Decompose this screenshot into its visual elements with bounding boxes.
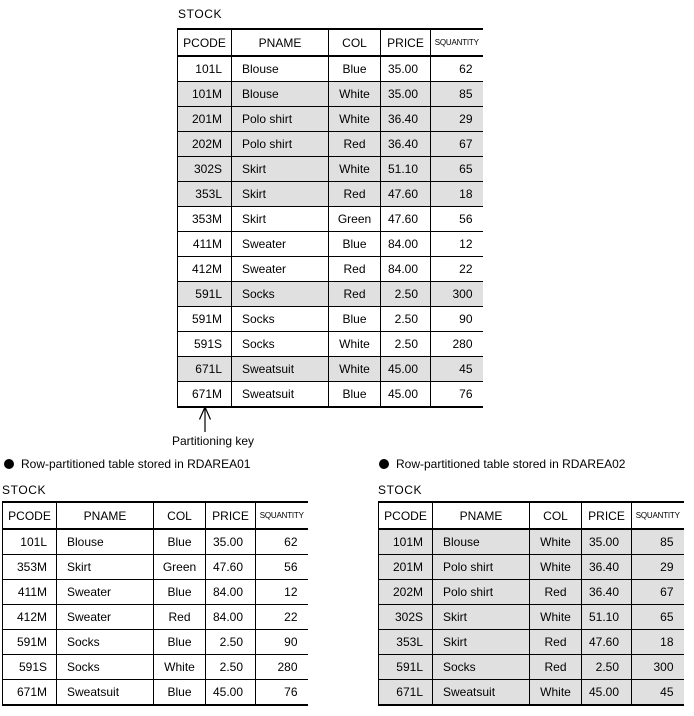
- table-cell: White: [329, 357, 381, 382]
- table-cell: Sweatsuit: [433, 680, 530, 706]
- table-cell: 47.60: [381, 207, 431, 232]
- bullet-icon: [4, 459, 14, 469]
- table-cell: Sweatsuit: [232, 357, 329, 382]
- column-header: PNAME: [433, 502, 530, 529]
- table-cell: White: [154, 655, 206, 680]
- table-cell: 47.60: [582, 630, 632, 655]
- table-cell: 101L: [3, 529, 57, 555]
- table-cell: 22: [256, 605, 308, 630]
- column-header: PCODE: [379, 502, 433, 529]
- table-cell: 67: [632, 580, 684, 605]
- table-cell: Socks: [57, 655, 154, 680]
- table-row: [379, 529, 684, 555]
- table-cell: Blouse: [232, 56, 329, 82]
- bullet-icon: [379, 459, 389, 469]
- table-cell: 67: [431, 132, 483, 157]
- table-cell: 300: [431, 282, 483, 307]
- table-cell: 84.00: [381, 257, 431, 282]
- table-cell: Skirt: [57, 555, 154, 580]
- table-cell: 2.50: [381, 332, 431, 357]
- table-cell: Sweater: [57, 605, 154, 630]
- table-cell: 412M: [178, 257, 232, 282]
- table-cell: Blue: [329, 382, 381, 408]
- table-cell: 62: [431, 56, 483, 82]
- table-cell: 300: [632, 655, 684, 680]
- table-cell: 671L: [178, 357, 232, 382]
- column-header: COL: [154, 502, 206, 529]
- table-cell: 36.40: [582, 580, 632, 605]
- table-cell: Blouse: [232, 82, 329, 107]
- column-header: SQUANTITY: [632, 502, 684, 529]
- table-cell: 36.40: [582, 555, 632, 580]
- table-row: [178, 207, 483, 232]
- table-cell: Green: [329, 207, 381, 232]
- table-row: [178, 82, 483, 107]
- table-cell: 101L: [178, 56, 232, 82]
- table-cell: 591M: [3, 630, 57, 655]
- up-arrow-icon: [197, 406, 213, 433]
- table-cell: Polo shirt: [232, 132, 329, 157]
- table-row: [178, 307, 483, 332]
- table-cell: Socks: [433, 655, 530, 680]
- table-cell: 591S: [178, 332, 232, 357]
- table-row: [379, 680, 684, 706]
- column-header: PNAME: [232, 29, 329, 56]
- table-cell: Blue: [154, 529, 206, 555]
- table-cell: 85: [431, 82, 483, 107]
- table-row: [178, 257, 483, 282]
- table-row: [379, 605, 684, 630]
- table-cell: White: [329, 107, 381, 132]
- table-cell: White: [329, 332, 381, 357]
- table-cell: 671M: [3, 680, 57, 706]
- table-cell: 36.40: [381, 132, 431, 157]
- table-cell: 101M: [178, 82, 232, 107]
- table-row: [3, 580, 308, 605]
- table-cell: 18: [431, 182, 483, 207]
- table-cell: 45.00: [206, 680, 256, 706]
- table-row: [178, 132, 483, 157]
- table-cell: 411M: [178, 232, 232, 257]
- table-cell: 35.00: [381, 56, 431, 82]
- table-cell: 671M: [178, 382, 232, 408]
- table-cell: 47.60: [206, 555, 256, 580]
- table-cell: Socks: [57, 630, 154, 655]
- table-cell: 591L: [178, 282, 232, 307]
- header-row: [3, 502, 308, 529]
- stock-table-rdarea02: [378, 501, 684, 706]
- stock-table-rdarea01: [2, 501, 308, 706]
- column-header: PNAME: [57, 502, 154, 529]
- table-cell: 35.00: [582, 529, 632, 555]
- table-cell: Red: [530, 655, 582, 680]
- table-cell: 671L: [379, 680, 433, 706]
- table-cell: White: [329, 157, 381, 182]
- table-cell: 29: [431, 107, 483, 132]
- table-cell: 84.00: [206, 580, 256, 605]
- table-cell: Polo shirt: [232, 107, 329, 132]
- table-cell: 84.00: [206, 605, 256, 630]
- rdarea02-caption-text: Row-partitioned table stored in RDAREA02: [396, 457, 626, 471]
- table-cell: 2.50: [206, 630, 256, 655]
- table-cell: 591S: [3, 655, 57, 680]
- table-row: [178, 157, 483, 182]
- table-cell: Blue: [329, 56, 381, 82]
- column-header: SQUANTITY: [431, 29, 483, 56]
- table-cell: Red: [329, 182, 381, 207]
- table-cell: 2.50: [582, 655, 632, 680]
- table-row: [178, 232, 483, 257]
- table-row: [178, 332, 483, 357]
- main-table-title: STOCK: [178, 7, 223, 21]
- table-cell: Sweater: [57, 580, 154, 605]
- stock-table-main: [177, 28, 483, 408]
- table-cell: 84.00: [381, 232, 431, 257]
- table-cell: 45: [431, 357, 483, 382]
- table-cell: Sweatsuit: [232, 382, 329, 408]
- column-header: PRICE: [206, 502, 256, 529]
- table-cell: White: [530, 605, 582, 630]
- table-cell: 29: [632, 555, 684, 580]
- table-cell: 353L: [379, 630, 433, 655]
- rdarea01-table-title: STOCK: [2, 483, 47, 497]
- table-row: [178, 357, 483, 382]
- table-cell: 201M: [379, 555, 433, 580]
- table-cell: 302S: [379, 605, 433, 630]
- table-cell: White: [530, 529, 582, 555]
- table-cell: 56: [431, 207, 483, 232]
- column-header: PRICE: [381, 29, 431, 56]
- table-cell: 76: [256, 680, 308, 706]
- table-cell: Red: [329, 257, 381, 282]
- table-cell: Blouse: [433, 529, 530, 555]
- header-row: [178, 29, 483, 56]
- table-cell: Blue: [329, 232, 381, 257]
- table-cell: 412M: [3, 605, 57, 630]
- table-cell: 47.60: [381, 182, 431, 207]
- table-cell: Skirt: [232, 157, 329, 182]
- table-cell: Red: [530, 580, 582, 605]
- column-header: PCODE: [3, 502, 57, 529]
- table-cell: Socks: [232, 307, 329, 332]
- table-cell: Blue: [154, 680, 206, 706]
- column-header: PCODE: [178, 29, 232, 56]
- table-cell: 45.00: [381, 357, 431, 382]
- table-cell: 12: [431, 232, 483, 257]
- table-cell: Blue: [154, 630, 206, 655]
- column-header: COL: [530, 502, 582, 529]
- table-cell: Socks: [232, 282, 329, 307]
- column-header: SQUANTITY: [256, 502, 308, 529]
- table-cell: 280: [431, 332, 483, 357]
- table-cell: Sweater: [232, 232, 329, 257]
- rdarea01-caption: [4, 457, 250, 471]
- table-cell: 411M: [3, 580, 57, 605]
- table-cell: 302S: [178, 157, 232, 182]
- table-cell: Red: [154, 605, 206, 630]
- table-cell: 45.00: [381, 382, 431, 408]
- table-cell: 36.40: [381, 107, 431, 132]
- table-row: [3, 680, 308, 706]
- table-row: [178, 107, 483, 132]
- table-cell: 85: [632, 529, 684, 555]
- table-cell: Socks: [232, 332, 329, 357]
- table-cell: Green: [154, 555, 206, 580]
- table-cell: 280: [256, 655, 308, 680]
- table-cell: 35.00: [206, 529, 256, 555]
- table-row: [3, 529, 308, 555]
- table-cell: Polo shirt: [433, 580, 530, 605]
- partitioning-key-label: Partitioning key: [172, 434, 255, 448]
- table-cell: 22: [431, 257, 483, 282]
- table-cell: 2.50: [381, 307, 431, 332]
- table-row: [178, 56, 483, 82]
- table-cell: 353M: [3, 555, 57, 580]
- table-row: [178, 282, 483, 307]
- table-cell: 35.00: [381, 82, 431, 107]
- table-row: [3, 555, 308, 580]
- rdarea01-caption-text: Row-partitioned table stored in RDAREA01: [21, 457, 251, 471]
- column-header: COL: [329, 29, 381, 56]
- table-cell: Red: [329, 282, 381, 307]
- table-cell: 201M: [178, 107, 232, 132]
- table-row: [379, 630, 684, 655]
- column-header: PRICE: [582, 502, 632, 529]
- table-cell: Skirt: [433, 605, 530, 630]
- table-cell: Sweater: [232, 257, 329, 282]
- table-cell: 90: [256, 630, 308, 655]
- table-cell: 18: [632, 630, 684, 655]
- table-cell: Skirt: [232, 207, 329, 232]
- table-cell: 51.10: [582, 605, 632, 630]
- table-cell: White: [329, 82, 381, 107]
- table-cell: Blue: [154, 580, 206, 605]
- table-row: [3, 630, 308, 655]
- table-cell: Red: [329, 132, 381, 157]
- table-row: [178, 382, 483, 408]
- table-cell: Polo shirt: [433, 555, 530, 580]
- rdarea02-caption: [379, 457, 625, 471]
- rdarea02-table-title: STOCK: [378, 483, 423, 497]
- table-cell: Skirt: [433, 630, 530, 655]
- table-cell: 353M: [178, 207, 232, 232]
- table-cell: 45.00: [582, 680, 632, 706]
- table-cell: White: [530, 680, 582, 706]
- table-cell: 353L: [178, 182, 232, 207]
- table-cell: White: [530, 555, 582, 580]
- table-row: [3, 605, 308, 630]
- table-cell: 62: [256, 529, 308, 555]
- table-cell: 202M: [178, 132, 232, 157]
- table-cell: 65: [632, 605, 684, 630]
- header-row: [379, 502, 684, 529]
- table-cell: Blouse: [57, 529, 154, 555]
- table-row: [379, 655, 684, 680]
- table-row: [379, 555, 684, 580]
- table-cell: 2.50: [206, 655, 256, 680]
- table-cell: 76: [431, 382, 483, 408]
- table-cell: 101M: [379, 529, 433, 555]
- table-cell: Sweatsuit: [57, 680, 154, 706]
- table-cell: Blue: [329, 307, 381, 332]
- table-cell: Red: [530, 630, 582, 655]
- table-cell: 591M: [178, 307, 232, 332]
- table-cell: 12: [256, 580, 308, 605]
- table-cell: 591L: [379, 655, 433, 680]
- table-row: [379, 580, 684, 605]
- table-cell: 45: [632, 680, 684, 706]
- table-cell: 2.50: [381, 282, 431, 307]
- table-cell: 202M: [379, 580, 433, 605]
- table-row: [178, 182, 483, 207]
- table-row: [3, 655, 308, 680]
- table-cell: 65: [431, 157, 483, 182]
- table-cell: 56: [256, 555, 308, 580]
- table-cell: 51.10: [381, 157, 431, 182]
- table-cell: Skirt: [232, 182, 329, 207]
- table-cell: 90: [431, 307, 483, 332]
